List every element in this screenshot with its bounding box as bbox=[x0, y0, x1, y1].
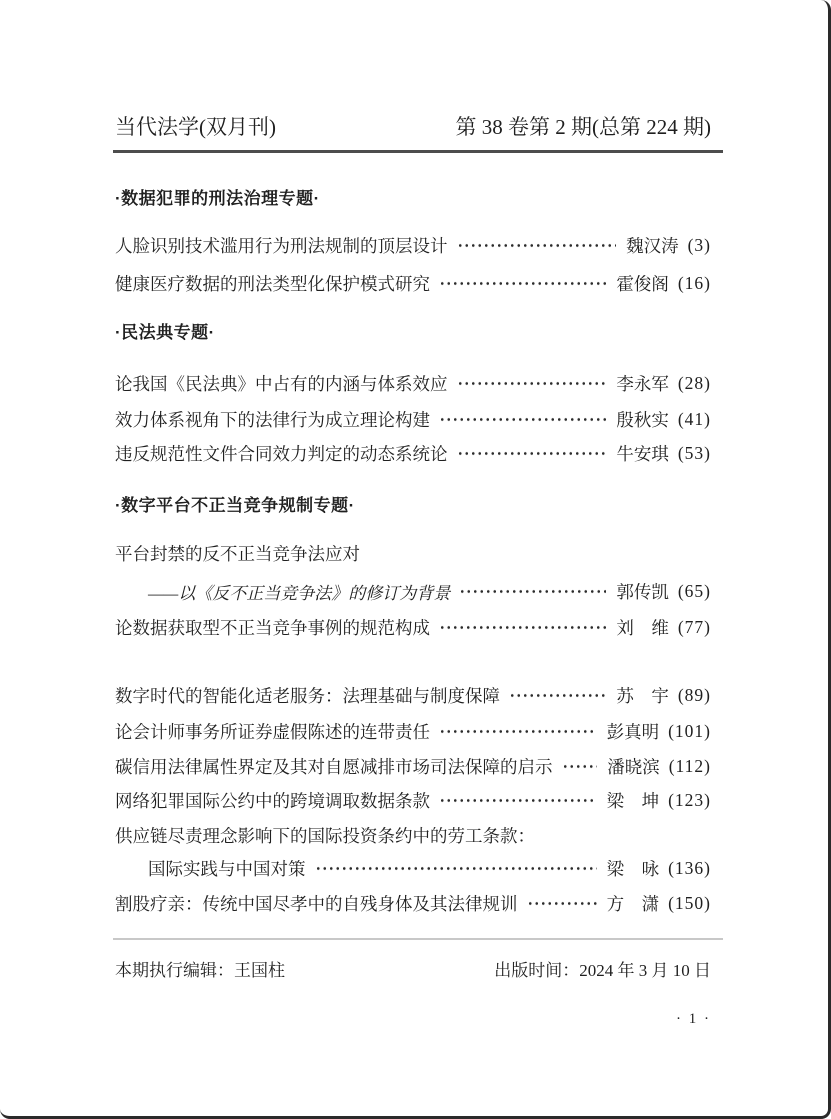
toc-entry bbox=[115, 232, 711, 258]
entry-page: (89) bbox=[677, 684, 711, 705]
entry-author: 牛安琪 bbox=[616, 443, 669, 464]
entry-title: 论会计师事务所证券虚假陈述的连带责任 bbox=[115, 721, 430, 742]
entry-author: 彭真明 bbox=[606, 721, 660, 742]
toc-entry bbox=[115, 440, 711, 466]
dot-leader bbox=[439, 718, 597, 744]
entry-title: 违反规范性文件合同效力判定的动态系统论 bbox=[115, 443, 448, 464]
entry-author: 方 潇 bbox=[606, 893, 660, 914]
entry-page: (65) bbox=[677, 580, 711, 601]
entry-author: 霍俊阁 bbox=[616, 273, 669, 294]
toc-entry bbox=[115, 753, 711, 779]
entry-page: (41) bbox=[677, 408, 711, 429]
dot-leader bbox=[439, 787, 597, 813]
entry-title: 健康医疗数据的刑法类型化保护模式研究 bbox=[115, 273, 430, 294]
entry-title: 效力体系视角下的法律行为成立理论构建 bbox=[115, 409, 430, 430]
dot-leader bbox=[527, 890, 597, 916]
entry-author: 殷秋实 bbox=[616, 409, 669, 430]
page-number-text: · 1 · bbox=[676, 1010, 711, 1027]
entry-subtitle: ——以《反不正当竞争法》的修订为背景 bbox=[148, 583, 451, 603]
dot-leader bbox=[459, 578, 606, 604]
entry-title: 论我国《民法典》中占有的内涵与体系效应 bbox=[115, 373, 448, 394]
entry-author: 李永军 bbox=[616, 373, 669, 394]
entry-author: 郭传凯 bbox=[616, 581, 669, 602]
dot-leader bbox=[315, 855, 597, 881]
section-heading-platform-competition: ·数字平台不正当竞争规制专题· bbox=[115, 495, 355, 515]
toc-entry bbox=[115, 890, 711, 916]
entry-title: 网络犯罪国际公约中的跨境调取数据条款 bbox=[115, 790, 430, 811]
entry-page: (112) bbox=[668, 755, 711, 776]
entry-page: (101) bbox=[668, 720, 711, 741]
entry-author: 潘晓滨 bbox=[607, 756, 660, 777]
dot-leader bbox=[509, 682, 606, 708]
toc-entry bbox=[115, 682, 711, 708]
toc-entry bbox=[115, 787, 711, 813]
toc-entry bbox=[115, 406, 711, 432]
entry-title: 割股疗亲：传统中国尽孝中的自残身体及其法律规训 bbox=[115, 893, 518, 914]
page-footer bbox=[115, 955, 711, 981]
toc-entry-subtitle-line bbox=[115, 578, 711, 604]
dot-leader bbox=[439, 614, 606, 640]
entry-author: 苏 宇 bbox=[616, 685, 669, 706]
header-rule bbox=[113, 150, 723, 153]
section-heading-civil-code: ·民法典专题· bbox=[115, 322, 215, 342]
dot-leader bbox=[457, 370, 607, 396]
entry-page: (3) bbox=[687, 234, 711, 255]
entry-page: (16) bbox=[677, 272, 711, 293]
entry-page: (136) bbox=[668, 857, 711, 878]
entry-author: 刘 维 bbox=[616, 617, 669, 638]
entry-author: 梁 咏 bbox=[606, 858, 660, 879]
entry-page: (150) bbox=[668, 892, 711, 913]
entry-page: (123) bbox=[668, 789, 711, 810]
entry-subtitle: 国际实践与中国对策 bbox=[148, 858, 306, 879]
entry-title: 供应链尽责理念影响下的国际投资条约中的劳工条款： bbox=[115, 825, 535, 846]
page-number bbox=[115, 1006, 715, 1032]
dot-leader bbox=[457, 232, 617, 258]
entry-title: 平台封禁的反不正当竞争法应对 bbox=[115, 543, 360, 564]
entry-author: 梁 坤 bbox=[606, 790, 660, 811]
dot-leader bbox=[439, 270, 606, 296]
toc-entry-title-line bbox=[115, 822, 711, 848]
issue-info: 第 38 卷第 2 期(总第 224 期) bbox=[455, 115, 711, 139]
toc-entry bbox=[115, 614, 711, 640]
publish-date: 出版时间：2024 年 3 月 10 日 bbox=[494, 960, 711, 980]
entry-title: 碳信用法律属性界定及其对自愿减排市场司法保障的启示 bbox=[115, 756, 553, 777]
toc-entry bbox=[115, 270, 711, 296]
journal-title: 当代法学(双月刊) bbox=[115, 115, 276, 139]
entry-author: 魏汉涛 bbox=[626, 235, 679, 256]
editor-note: 本期执行编辑：王国柱 bbox=[115, 960, 285, 980]
entry-title: 人脸识别技术滥用行为刑法规制的顶层设计 bbox=[115, 235, 448, 256]
page-header bbox=[115, 113, 711, 139]
dot-leader bbox=[439, 406, 606, 432]
dot-leader bbox=[457, 440, 607, 466]
footer-rule bbox=[113, 938, 723, 940]
toc-entry bbox=[115, 370, 711, 396]
toc-entry-subtitle-line bbox=[115, 855, 711, 881]
entry-page: (53) bbox=[677, 442, 711, 463]
dot-leader bbox=[562, 753, 598, 779]
entry-title: 数字时代的智能化适老服务：法理基础与制度保障 bbox=[115, 685, 500, 706]
toc-entry-title-line bbox=[115, 540, 711, 566]
entry-title: 论数据获取型不正当竞争事例的规范构成 bbox=[115, 617, 430, 638]
entry-page: (28) bbox=[677, 372, 711, 393]
entry-page: (77) bbox=[677, 616, 711, 637]
toc-entry bbox=[115, 718, 711, 744]
section-heading-data-crime: ·数据犯罪的刑法治理专题· bbox=[115, 188, 320, 208]
